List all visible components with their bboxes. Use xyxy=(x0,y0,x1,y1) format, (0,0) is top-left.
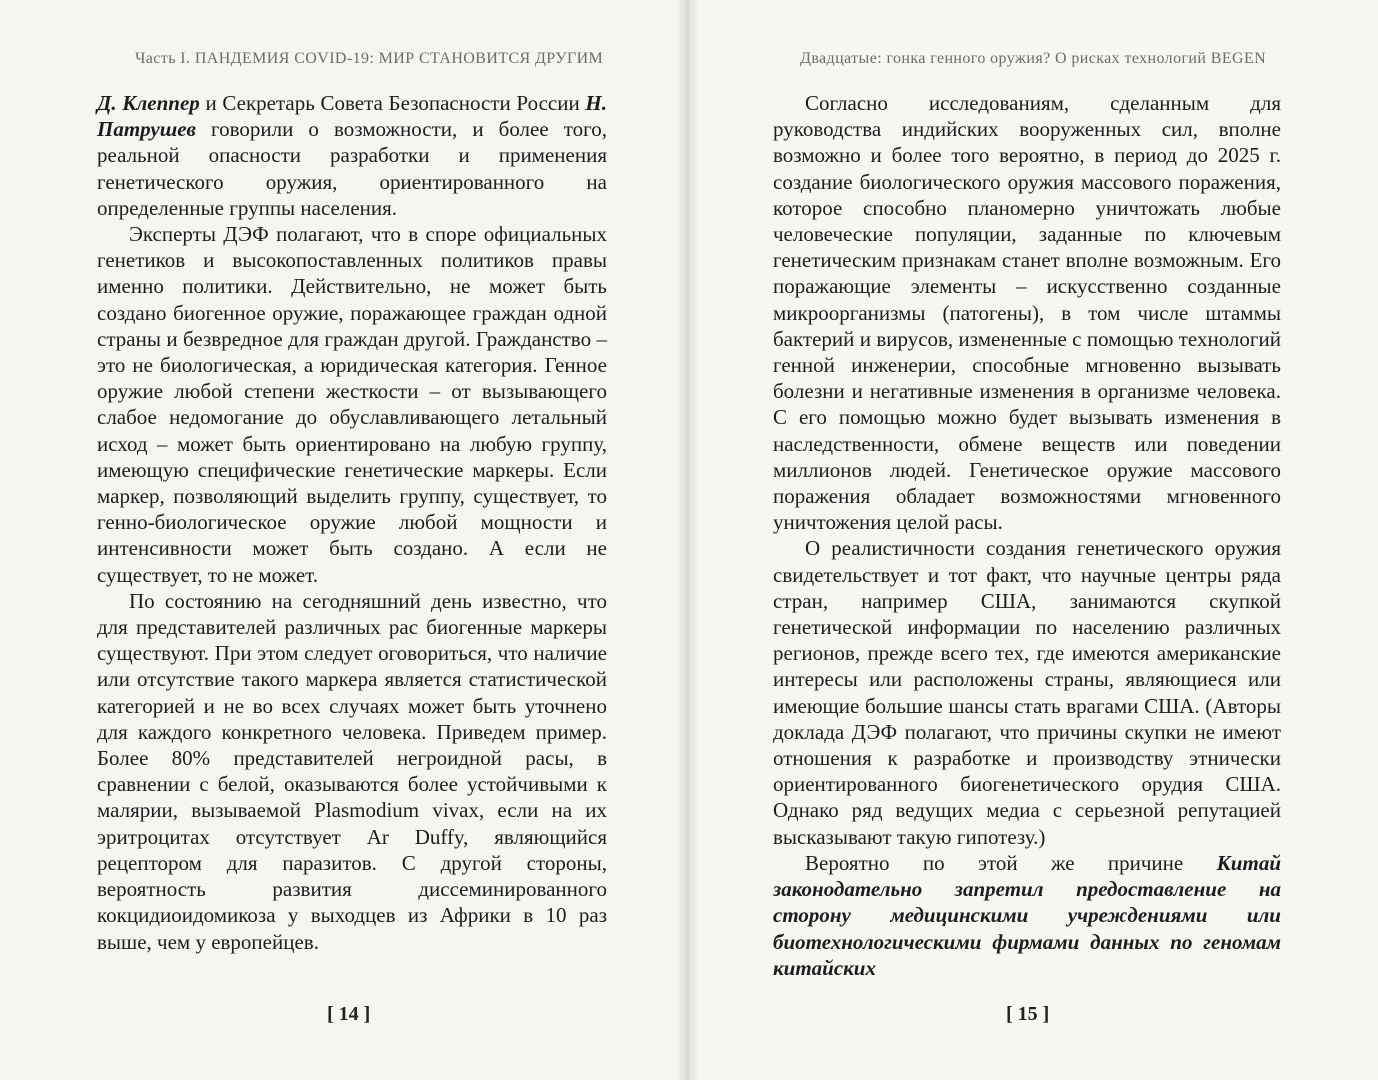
left-page-body xyxy=(97,90,607,955)
paragraph-text: говорили о возможности, и более того, реальной опасности разработки и применения генетического оружия, ориентированного на определенные группы населения. xyxy=(97,117,607,220)
running-head-right: Двадцатые: гонка генного оружия? О рисках технологий BEGEN xyxy=(800,50,1267,67)
paragraph-2: Эксперты ДЭФ полагают, что в споре официальных генетиков и высокопоставленных политиков правы именно политики. Действительно, не может быть создано биогенное оружие, поражающее граждан одной страны и безвредное для граждан другой. Гражданство – это не биологическая, а юридическая категория. Генное оружие любой степени жесткости – от вызывающего слабое недомогание до обуславливающего летальный исход – может быть ориентировано на любую группу, имеющую специфические генетические маркеры. Если маркер, позволяющий выделить группу, существует, то генно-биологическое оружие любой мощности и интенсивности может быть создано. А если не существует, то не может. xyxy=(97,222,607,587)
paragraph-3: По состоянию на сегодняшний день известно, что для представителей различных рас биогенные маркеры существуют. При этом следует оговориться, что наличие или отсутствие такого маркера является статистической категорией и не во всех случаях может быть уточнено для каждого конкретного человека. Приведем пример. Более 80% представителей негроидной расы, в сравнении с белой, оказываются более устойчивыми к малярии, вызываемой Plasmodium vivax, если на их эритроцитах отсутствует Ar Duffy, являющийся рецептором для паразитов. С другой стороны, вероятность развития диссеминированного кокцидиоидомикоза у выходцев из Африки в 10 раз выше, чем у европейцев. xyxy=(97,588,607,954)
paragraph-text: Вероятно по этой же причине xyxy=(805,850,1217,875)
author-name-klepper: Д. Клеппер xyxy=(97,91,200,115)
page-number-right: [ 15 ] xyxy=(1006,1003,1050,1025)
right-page xyxy=(688,0,1378,1080)
right-page-body xyxy=(773,90,1281,981)
running-head-left: Часть I. ПАНДЕМИЯ COVID-19: МИР СТАНОВИТСЯ ДРУГИМ xyxy=(135,50,604,67)
page-number-left: [ 14 ] xyxy=(327,1003,371,1025)
book-spine-shadow xyxy=(676,0,700,1080)
paragraph-1: Согласно исследованиям, сделанным для руководства индийских вооруженных сил, вполне возможно и более того вероятно, в период до 2025 г. создание биологического оружия массового поражения, которое способно планомерно уничтожать любые человеческие популяции, заданные по ключевым генетическим признакам станет вполне возможным. Его поражающие элементы – искусственно созданные микроорганизмы (патогены), в том числе штаммы бактерий и вирусов, измененные с помощью технологий генной инженерии, способные мгновенно вызывать болезни и негативные изменения в организме человека. С его помощью можно будет вызывать изменения в наследственности, обмене веществ или поведении миллионов людей. Генетическое оружие массового поражения обладает возможностями мгновенного уничтожения целой расы. xyxy=(773,91,1281,535)
paragraph-text: и Секретарь Совета Безопасности России xyxy=(199,91,586,115)
author-name-patrushev: Н. Патрушев xyxy=(97,91,607,142)
emphasis-text: Китай законодательно запретил предоставление на сторону медицинскими учреждениями или биотехнологическими фирмами данных по геномам китайских xyxy=(773,850,1281,980)
paragraph-2: О реалистичности создания генетического оружия свидетельствует и тот факт, что научные центры ряда стран, например США, занимаются скупкой генетической информации по населению различных регионов, прежде всего тех, где имеются американские интересы или расположены страны, являющиеся или имеющие большие шансы стать врагами США. (Авторы доклада ДЭФ полагают, что причины скупки не имеют отношения к разработке и производству этнически ориентированного биогенетического орудия США. Однако ряд ведущих медиа с серьезной репутацией высказывают такую гипотезу.) xyxy=(773,536,1281,849)
paragraph-3 xyxy=(773,850,1281,981)
paragraph-1 xyxy=(97,90,607,221)
left-page xyxy=(0,0,688,1080)
